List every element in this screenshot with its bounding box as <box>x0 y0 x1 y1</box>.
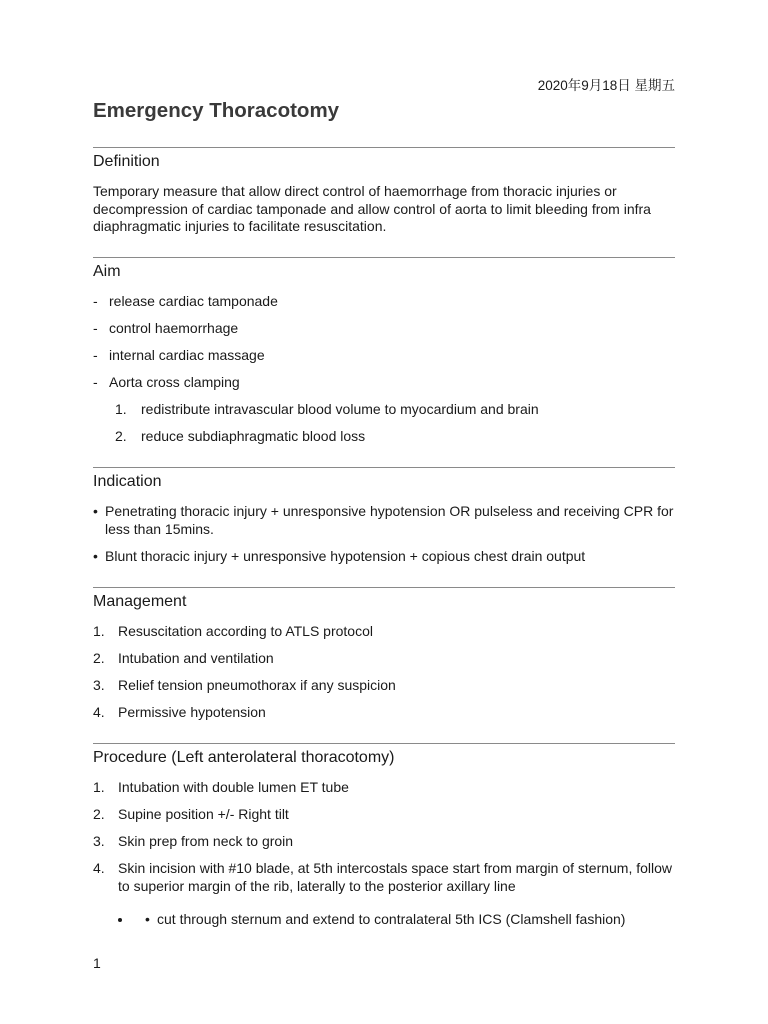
list-item: • • cut through sternum and extend to contralateral 5th ICS (Clamshell fashion) <box>133 911 675 929</box>
management-section <box>93 587 675 731</box>
list-item: 2. reduce subdiaphragmatic blood loss <box>115 428 366 444</box>
indication-heading: Indication <box>93 473 162 490</box>
aim-heading: Aim <box>93 263 121 280</box>
definition-section <box>93 147 675 236</box>
section-divider <box>93 467 675 468</box>
list-item: 3. Skin prep from neck to groin <box>93 833 294 849</box>
procedure-sublist <box>93 911 675 929</box>
section-divider <box>93 147 675 148</box>
list-item: 1. Intubation with double lumen ET tube <box>93 779 349 795</box>
aim-section <box>93 257 675 455</box>
list-item: - control haemorrhage <box>93 320 239 336</box>
management-list <box>93 623 675 722</box>
page-number: 1 <box>93 955 101 971</box>
procedure-heading: Procedure (Left anterolateral thoracotomy) <box>93 749 395 766</box>
procedure-section <box>93 743 675 945</box>
list-item: • Penetrating thoracic injury + unresponsive hypotension OR pulseless and receiving CPR for less than 15mins. <box>93 503 674 537</box>
list-item: - release cardiac tamponade <box>93 293 278 309</box>
definition-heading: Definition <box>93 153 160 170</box>
section-divider <box>93 257 675 258</box>
section-divider <box>93 587 675 588</box>
aim-list <box>93 293 675 392</box>
document-title: Emergency Thoracotomy <box>93 99 340 122</box>
list-item: - Aorta cross clamping <box>93 374 240 390</box>
list-item: 4. Skin incision with #10 blade, at 5th intercostals space start from margin of sternum, follow to superior margin of the rib, laterally to the posterior axillary line <box>93 860 673 894</box>
list-item: 2. Intubation and ventilation <box>93 650 274 666</box>
list-item: 3. Relief tension pneumothorax if any suspicion <box>93 677 396 693</box>
list-item: - internal cardiac massage <box>93 347 265 363</box>
management-heading: Management <box>93 593 187 610</box>
definition-text: Temporary measure that allow direct control of haemorrhage from thoracic injuries or decompression of cardiac tamponade and allow control of aorta to limit bleeding from infra diaphragmatic injuries to facilitate resuscitation. <box>93 183 651 234</box>
list-item: 1. Resuscitation according to ATLS protocol <box>93 623 373 639</box>
list-item: 4. Permissive hypotension <box>93 704 266 720</box>
list-item: 1. redistribute intravascular blood volume to myocardium and brain <box>115 401 539 417</box>
procedure-list <box>93 779 675 895</box>
document-date: 2020年9月18日 星期五 <box>537 78 675 93</box>
aim-sublist <box>93 401 675 446</box>
list-item: 2. Supine position +/- Right tilt <box>93 806 289 822</box>
indication-section <box>93 467 675 575</box>
list-item: • Blunt thoracic injury + unresponsive hypotension + copious chest drain output <box>93 547 586 564</box>
section-divider <box>93 743 675 744</box>
indication-list <box>93 503 675 565</box>
